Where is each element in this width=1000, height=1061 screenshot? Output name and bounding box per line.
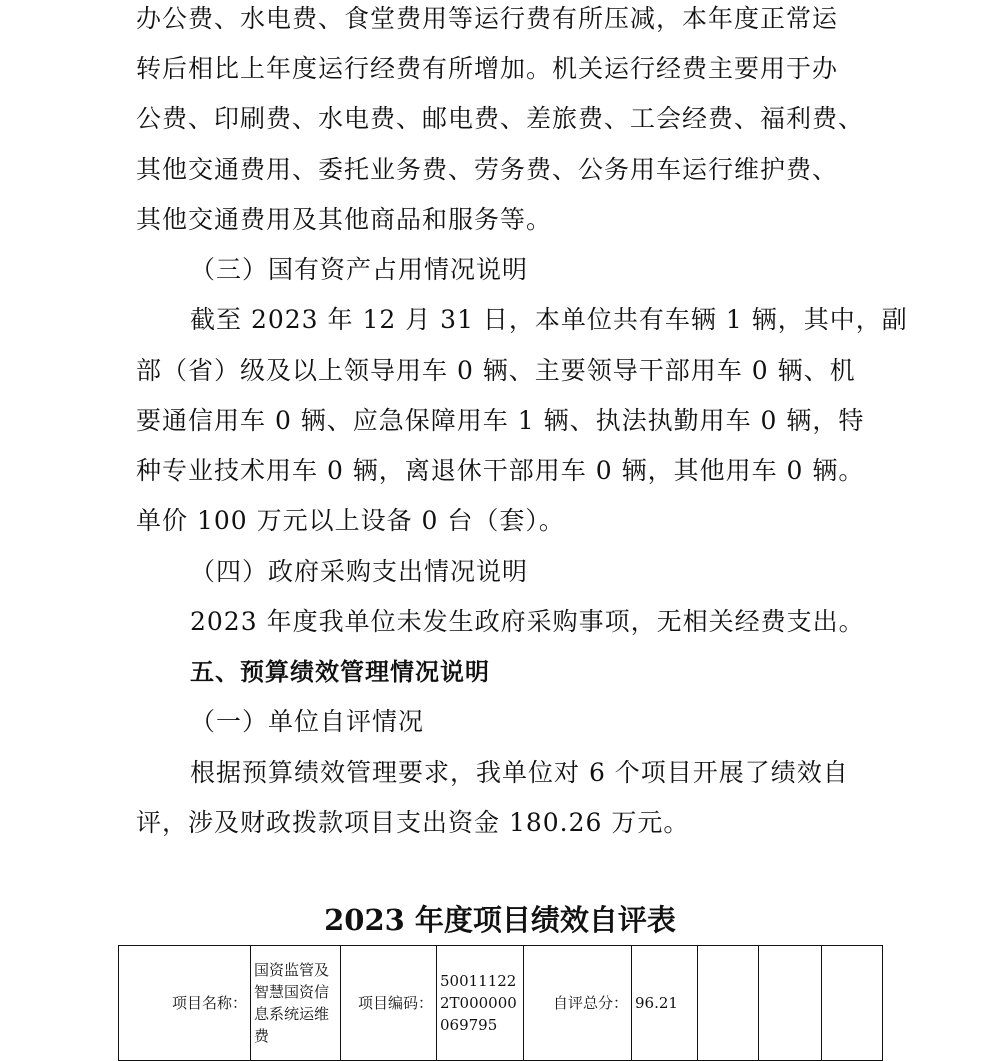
score-label: 自评总分： bbox=[524, 946, 632, 1061]
empty-cell bbox=[822, 946, 883, 1061]
text-line: 种专业技术用车 0 辆，离退休干部用车 0 辆，其他用车 0 辆。 bbox=[136, 456, 865, 485]
empty-cell bbox=[759, 946, 822, 1061]
section-heading-performance: 五、预算绩效管理情况说明 bbox=[190, 658, 490, 686]
empty-cell bbox=[698, 946, 759, 1061]
text-line: 公费、印刷费、水电费、邮电费、差旅费、工会经费、福利费、 bbox=[136, 104, 865, 133]
section-heading-procurement: （四）政府采购支出情况说明 bbox=[190, 557, 529, 586]
text-line: 其他交通费用、委托业务费、劳务费、公务用车运行维护费、 bbox=[136, 155, 839, 184]
project-code-label: 项目编码： bbox=[341, 946, 437, 1061]
text-line: 办公费、水电费、食堂费用等运行费有所压减，本年度正常运 bbox=[136, 4, 839, 33]
score-value: 96.21 bbox=[632, 946, 698, 1061]
table-row bbox=[119, 946, 883, 1061]
sub-heading-self-evaluation: （一）单位自评情况 bbox=[190, 707, 425, 736]
project-code-value: 500111222T000000069795 bbox=[437, 946, 524, 1061]
text-line: 评，涉及财政拨款项目支出资金 180.26 万元。 bbox=[136, 808, 690, 837]
text-line: 根据预算绩效管理要求，我单位对 6 个项目开展了绩效自 bbox=[190, 758, 849, 787]
text-line: 要通信用车 0 辆、应急保障用车 1 辆、执法执勤用车 0 辆，特 bbox=[136, 406, 865, 435]
text-line: 其他交通费用及其他商品和服务等。 bbox=[136, 205, 553, 234]
text-line: 单价 100 万元以上设备 0 台（套）。 bbox=[136, 506, 565, 535]
text-line: 部（省）级及以上领导用车 0 辆、主要领导干部用车 0 辆、机 bbox=[136, 356, 856, 385]
text-line: 截至 2023 年 12 月 31 日，本单位共有车辆 1 辆，其中，副 bbox=[190, 305, 908, 334]
self-evaluation-table bbox=[118, 945, 883, 1061]
section-heading-assets: （三）国有资产占用情况说明 bbox=[190, 255, 529, 284]
text-line: 转后相比上年度运行经费有所增加。机关运行经费主要用于办 bbox=[136, 54, 839, 83]
paragraph-procurement: 2023 年度我单位未发生政府采购事项，无相关经费支出。 bbox=[190, 607, 865, 636]
project-name-label: 项目名称： bbox=[119, 946, 251, 1061]
table-title: 2023 年度项目绩效自评表 bbox=[324, 903, 676, 937]
project-name-value: 国资监管及智慧国资信息系统运维费 bbox=[251, 946, 341, 1061]
